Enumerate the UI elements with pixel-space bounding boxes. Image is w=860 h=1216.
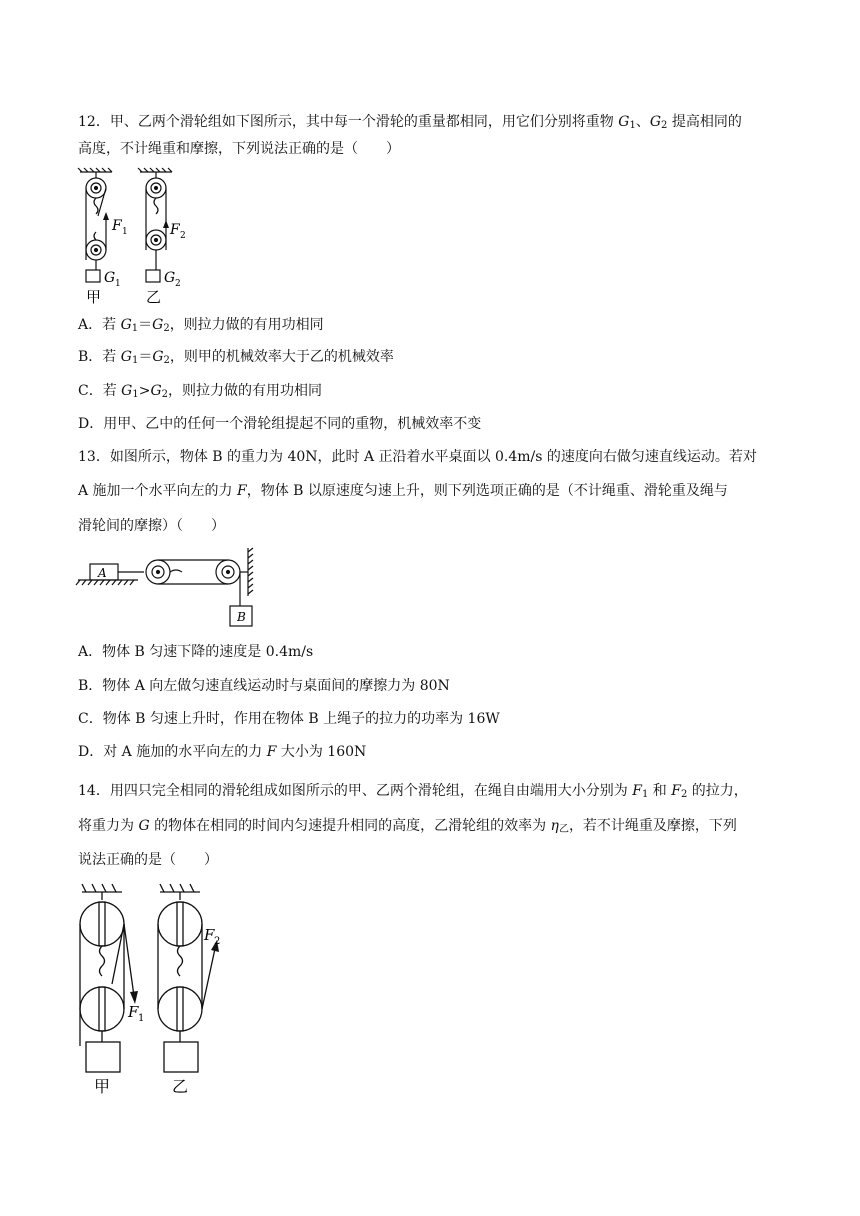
q12-g2-label: G — [164, 270, 176, 286]
q14-f2-sub: 2 — [214, 936, 221, 947]
q14-stem-line1: 14．用四只完全相同的滑轮组成如图所示的甲、乙两个滑轮组，在绳自由端用大小分别为 $F_1$ 和 $F_2$ 的拉力， — [78, 783, 748, 800]
q12-f1-sub: 1 — [122, 227, 128, 237]
q12-option-a[interactable]: A．若 $G_1=G_2$，则拉力做的有用功相同 — [78, 317, 324, 334]
q12-pulley-figure — [78, 168, 208, 308]
q12-stem-line1 — [78, 112, 742, 136]
q14-label-jia: 甲 — [94, 1077, 111, 1096]
q13-stem-line3: 滑轮间的摩擦）（ ） — [78, 518, 225, 534]
q14-label-yi: 乙 — [172, 1077, 189, 1096]
q12-stem-text-a: 12．甲、乙两个滑轮组如下图所示，其中每一个滑轮的重量都相同，用它们分别将重物 — [78, 114, 619, 130]
q12-g1-sub: 1 — [115, 279, 121, 289]
q12-f2-sub: 2 — [180, 231, 186, 241]
q13-var-f: F — [237, 483, 247, 499]
q12-g2-sub: 2 — [175, 279, 181, 289]
q12-g1-label: G — [104, 270, 116, 286]
q12-stem-line2: 高度，不计绳重和摩擦，下列说法正确的是（ ） — [78, 141, 400, 157]
q13-option-d[interactable]: D．对 A 施加的水平向左的力 F 大小为 160N — [78, 744, 367, 760]
q12-option-d[interactable]: D．用甲、乙中的任何一个滑轮组提起不同的重物，机械效率不变 — [78, 416, 482, 432]
q12-sub-1: 1 — [629, 120, 636, 131]
q12-var-g1: G — [618, 114, 630, 130]
q14-f1-label: F — [128, 1003, 139, 1021]
q12-f2-label: F — [170, 222, 180, 238]
q12-stem-text-g: 提高相同的 — [667, 114, 742, 130]
q14-f2-label: F — [204, 926, 215, 944]
q12-option-c[interactable]: C．若 $G_1>G_2$，则拉力做的有用功相同 — [78, 383, 323, 400]
q14-f1-sub: 1 — [138, 1013, 145, 1024]
q12-f1-label: F — [112, 218, 122, 234]
q14-pulley-figure — [78, 884, 228, 1099]
q12-stem-text-d: 、 — [635, 114, 650, 130]
q13-option-c[interactable]: C．物体 B 匀速上升时，作用在物体 B 上绳子的拉力的功率为 16W — [78, 711, 500, 727]
q13-block-a-label: A — [98, 566, 107, 580]
q13-block-b-label: B — [237, 610, 246, 624]
q13-option-a[interactable]: A．物体 B 匀速下降的速度是 0.4m/s — [78, 644, 314, 660]
q12-label-jia: 甲 — [86, 288, 102, 306]
q13-stem-line1: 13．如图所示，物体 B 的重力为 40N，此时 A 正沿着水平桌面以 0.4m/s 的速度向右做匀速直线运动。若对 — [78, 449, 757, 465]
q12-var-g2: G — [649, 114, 662, 130]
q14-stem-line2: 将重力为 G 的物体在相同的时间内匀速提升相同的高度，乙滑轮组的效率为 $\eta_乙$，若不计绳重及摩擦，下列 — [78, 818, 737, 835]
q13-stem-line2: A 施加一个水平向左的力 F，物体 B 以原速度匀速上升，则下列选项正确的是（不计绳重、滑轮重及绳与 — [78, 483, 728, 499]
q13-option-b[interactable]: B．物体 A 向左做匀速直线运动时与桌面间的摩擦力为 80N — [78, 678, 450, 694]
q12-label-yi: 乙 — [146, 288, 162, 306]
q13-pulley-figure — [78, 548, 268, 630]
q12-sub-2: 2 — [661, 120, 668, 131]
q14-stem-line3: 说法正确的是（ ） — [78, 852, 218, 868]
q12-option-b[interactable]: B．若 $G_1=G_2$，则甲的机械效率大于乙的机械效率 — [78, 349, 394, 366]
